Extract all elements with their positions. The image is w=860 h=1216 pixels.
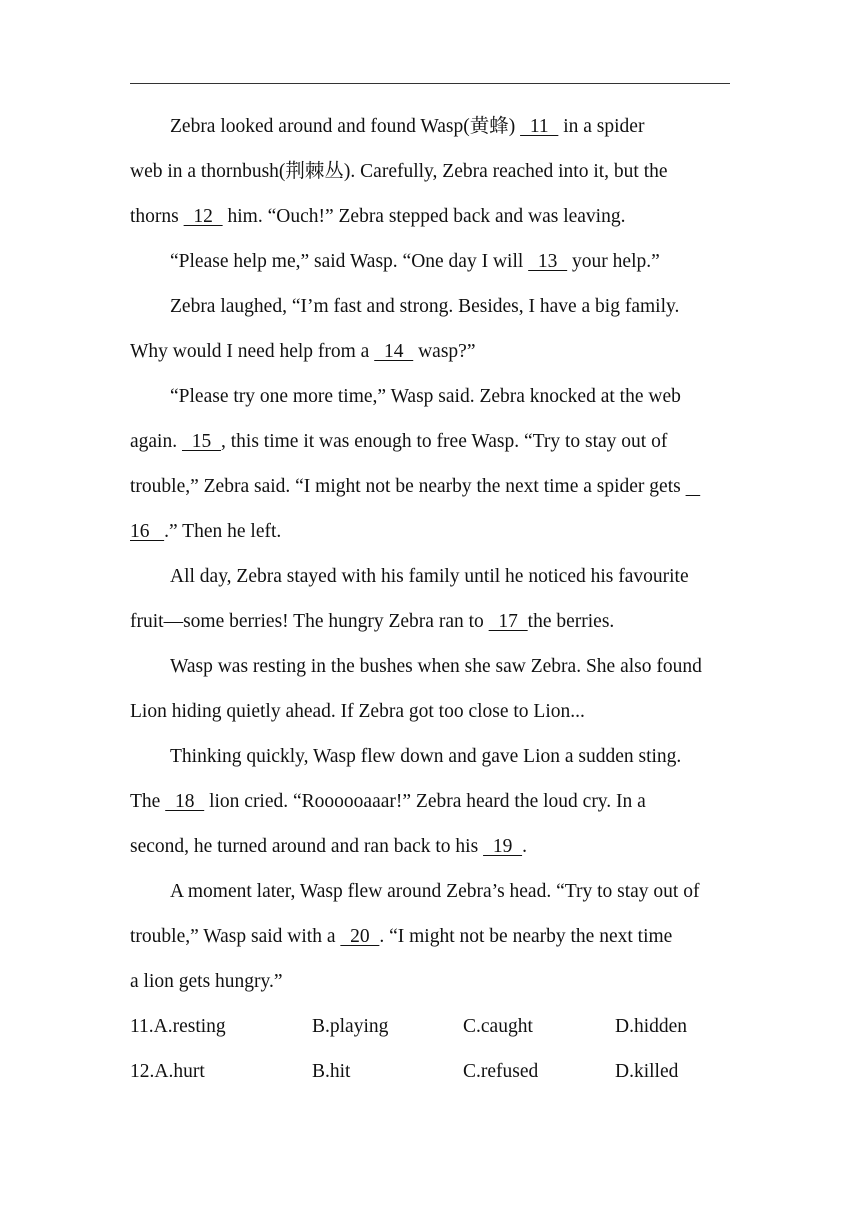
passage-line: [130, 608, 730, 636]
text: second, he turned around and ran back to his: [130, 836, 484, 857]
passage-line: [130, 788, 730, 816]
blank-16: [686, 476, 701, 497]
passage-line: web in a thornbush(荆棘丛). Carefully, Zebra reached into it, but the: [130, 161, 668, 182]
blank-17: 17: [488, 611, 528, 632]
option-c: C.caught: [463, 1016, 533, 1037]
blank-16: 16: [130, 521, 165, 542]
option-c: C.refused: [463, 1061, 539, 1082]
text: in a spider: [558, 116, 645, 137]
passage-line: [170, 113, 730, 141]
passage-line: A moment later, Wasp flew around Zebra’s head. “Try to stay out of: [170, 881, 700, 902]
option-d: D.killed: [615, 1061, 679, 1082]
text: lion cried. “Roooooaaar!” Zebra heard the loud cry. In a: [204, 791, 646, 812]
text: Why would I need help from a: [130, 341, 375, 362]
passage-line: [130, 518, 730, 546]
passage-line: “Please try one more time,” Wasp said. Zebra knocked at the web: [170, 386, 681, 407]
blank-12: 12: [183, 206, 223, 227]
text: your help.”: [567, 251, 660, 272]
option-d: D.hidden: [615, 1016, 688, 1037]
passage-line: [130, 338, 730, 366]
passage-line: [130, 473, 730, 501]
text: wasp?”: [413, 341, 476, 362]
text: Zebra looked around and found Wasp(黄蜂): [170, 116, 521, 137]
passage-line: a lion gets hungry.”: [130, 971, 283, 992]
text: The: [130, 791, 166, 812]
text: him. “Ouch!” Zebra stepped back and was leaving.: [222, 206, 626, 227]
text: . “I might not be nearby the next time: [379, 926, 673, 947]
header-rule: [130, 83, 730, 84]
passage-line: [130, 203, 730, 231]
text: .” Then he left.: [164, 521, 282, 542]
text: the berries.: [527, 611, 615, 632]
passage-line: Zebra laughed, “I’m fast and strong. Besides, I have a big family.: [170, 296, 680, 317]
text: fruit—some berries! The hungry Zebra ran to: [130, 611, 489, 632]
passage-line: [130, 428, 730, 456]
option-a: 12.A.hurt: [130, 1061, 205, 1082]
blank-13: 13: [528, 251, 568, 272]
blank-19: 19: [483, 836, 523, 857]
blank-20: 20: [340, 926, 380, 947]
passage-line: Lion hiding quietly ahead. If Zebra got too close to Lion...: [130, 701, 585, 722]
blank-11: 11: [520, 116, 559, 137]
option-b: B.hit: [312, 1061, 351, 1082]
text: “Please help me,” said Wasp. “One day I will: [170, 251, 529, 272]
blank-14: 14: [374, 341, 414, 362]
text: thorns: [130, 206, 184, 227]
option-a: 11.A.resting: [130, 1016, 226, 1037]
passage-line: Wasp was resting in the bushes when she saw Zebra. She also found: [170, 656, 702, 677]
passage-line: [170, 248, 730, 276]
text: trouble,” Zebra said. “I might not be nearby the next time a spider gets: [130, 476, 686, 497]
blank-15: 15: [181, 431, 221, 452]
passage-line: Thinking quickly, Wasp flew down and gave Lion a sudden sting.: [170, 746, 682, 767]
blank-18: 18: [165, 791, 205, 812]
text: , this time it was enough to free Wasp. “Try to stay out of: [220, 431, 668, 452]
text: .: [522, 836, 527, 857]
passage-line: All day, Zebra stayed with his family until he noticed his favourite: [170, 566, 689, 587]
passage-line: [130, 923, 730, 951]
text: again.: [130, 431, 182, 452]
option-b: B.playing: [312, 1016, 389, 1037]
text: trouble,” Wasp said with a: [130, 926, 341, 947]
passage-line: [130, 833, 730, 861]
